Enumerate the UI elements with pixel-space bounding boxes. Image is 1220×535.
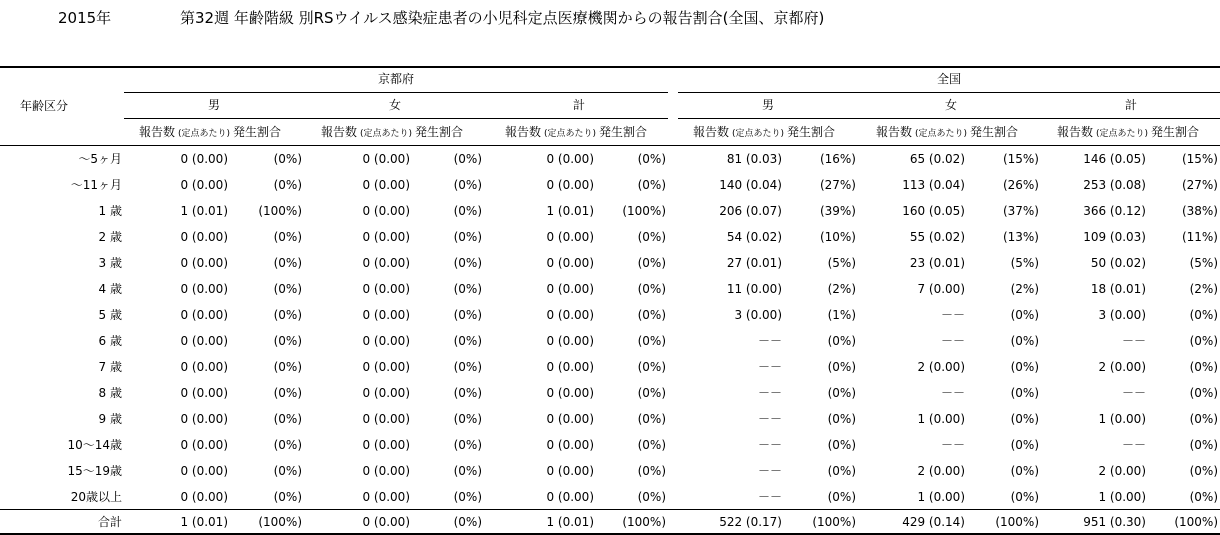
report-count: 55 (0.02) [909, 230, 965, 244]
total-rate: (100%) [622, 515, 666, 529]
occurrence-rate: (38%) [1181, 204, 1218, 218]
report-count: －－ [1121, 334, 1146, 348]
report-count: 0 (0.00) [546, 178, 594, 192]
occurrence-rate: (0%) [637, 230, 666, 244]
occurrence-rate: (0%) [637, 308, 666, 322]
report-count: 0 (0.00) [362, 308, 410, 322]
report-count: 146 (0.05) [1083, 152, 1146, 166]
occurrence-rate: (0%) [1189, 386, 1218, 400]
occurrence-rate: (0%) [1189, 308, 1218, 322]
occurrence-rate: (0%) [273, 386, 302, 400]
age-label: 6 歳 [98, 334, 122, 348]
occurrence-rate: (0%) [1010, 412, 1039, 426]
report-count: 0 (0.00) [546, 386, 594, 400]
occurrence-rate: (0%) [453, 412, 482, 426]
report-count: 0 (0.00) [362, 412, 410, 426]
col-rate-label: 発生割合 [787, 125, 836, 139]
col-rate-label: 発生割合 [1151, 125, 1200, 139]
occurrence-rate: (0%) [827, 490, 856, 504]
occurrence-rate: (0%) [453, 230, 482, 244]
total-rate: (100%) [812, 515, 856, 529]
age-label: 3 歳 [98, 256, 122, 270]
report-count: 0 (0.00) [362, 490, 410, 504]
occurrence-rate: (0%) [453, 490, 482, 504]
occurrence-rate: (0%) [453, 360, 482, 374]
total-label: 合計 [97, 515, 122, 529]
occurrence-rate: (0%) [453, 308, 482, 322]
column-header-group [321, 125, 463, 141]
report-count: 0 (0.00) [362, 334, 410, 348]
occurrence-rate: (0%) [1010, 334, 1039, 348]
occurrence-rate: (0%) [637, 438, 666, 452]
occurrence-rate: (0%) [273, 412, 302, 426]
report-count: 0 (0.00) [546, 230, 594, 244]
col-per-site-label: (定点あたり) [178, 129, 231, 139]
colhdr-underline [1042, 145, 1220, 146]
region-rule-national [678, 92, 1220, 93]
occurrence-rate: (0%) [1189, 490, 1218, 504]
occurrence-rate: (0%) [827, 438, 856, 452]
report-count: 18 (0.01) [1090, 282, 1146, 296]
report-count: 2 (0.00) [1098, 360, 1146, 374]
report-count: 1 (0.00) [1098, 412, 1146, 426]
occurrence-rate: (27%) [819, 178, 856, 192]
occurrence-rate: (0%) [1189, 360, 1218, 374]
total-count: 1 (0.01) [546, 515, 594, 529]
age-label: 7 歳 [98, 360, 122, 374]
occurrence-rate: (0%) [273, 464, 302, 478]
col-rate-label: 発生割合 [415, 125, 464, 139]
occurrence-rate: (0%) [1010, 490, 1039, 504]
report-count: －－ [1121, 386, 1146, 400]
report-count: －－ [757, 490, 782, 504]
total-count: 1 (0.01) [180, 515, 228, 529]
occurrence-rate: (0%) [273, 282, 302, 296]
occurrence-rate: (0%) [453, 256, 482, 270]
occurrence-rate: (11%) [1181, 230, 1218, 244]
region-header: 全国 [936, 72, 961, 86]
occurrence-rate: (5%) [1189, 256, 1218, 270]
region-rule-kyoto [124, 92, 668, 93]
region-header: 京都府 [377, 72, 414, 86]
column-header-group [1057, 125, 1199, 141]
occurrence-rate: (0%) [273, 360, 302, 374]
occurrence-rate: (0%) [827, 464, 856, 478]
total-count: 951 (0.30) [1083, 515, 1146, 529]
report-count: 0 (0.00) [180, 178, 228, 192]
sex-rule-national [678, 118, 1220, 119]
report-count: 0 (0.00) [362, 152, 410, 166]
report-count: 27 (0.01) [726, 256, 782, 270]
report-count: 0 (0.00) [180, 490, 228, 504]
report-count: 2 (0.00) [1098, 464, 1146, 478]
report-count: －－ [940, 438, 965, 452]
age-label: 5 歳 [98, 308, 122, 322]
column-header-group [876, 125, 1018, 141]
occurrence-rate: (0%) [637, 360, 666, 374]
occurrence-rate: (0%) [827, 386, 856, 400]
report-count: 0 (0.00) [180, 282, 228, 296]
report-count: 0 (0.00) [546, 256, 594, 270]
occurrence-rate: (5%) [827, 256, 856, 270]
report-count: 0 (0.00) [180, 360, 228, 374]
report-count: 0 (0.00) [180, 152, 228, 166]
occurrence-rate: (5%) [1010, 256, 1039, 270]
report-count: 50 (0.02) [1090, 256, 1146, 270]
column-header-group [505, 125, 647, 141]
occurrence-rate: (0%) [827, 412, 856, 426]
report-count: 0 (0.00) [180, 230, 228, 244]
occurrence-rate: (0%) [453, 334, 482, 348]
occurrence-rate: (27%) [1181, 178, 1218, 192]
report-count: 0 (0.00) [180, 308, 228, 322]
occurrence-rate: (0%) [637, 282, 666, 296]
occurrence-rate: (0%) [637, 152, 666, 166]
occurrence-rate: (0%) [1189, 412, 1218, 426]
col-per-site-label: (定点あたり) [732, 129, 785, 139]
sex-header: 男 [207, 98, 220, 112]
report-title: 第32週 年齢階級 別RSウイルス感染症患者の小児科定点医療機関からの報告割合(全国、京都府) [180, 9, 825, 27]
occurrence-rate: (2%) [1010, 282, 1039, 296]
occurrence-rate: (0%) [1010, 308, 1039, 322]
col-rate-label: 発生割合 [599, 125, 648, 139]
occurrence-rate: (15%) [1002, 152, 1039, 166]
report-year: 2015年 [58, 9, 112, 27]
report-count: 1 (0.01) [546, 204, 594, 218]
col-report-label: 報告数 [139, 125, 176, 139]
sex-header: 女 [944, 98, 957, 112]
report-count: －－ [940, 386, 965, 400]
total-count: 0 (0.00) [362, 515, 410, 529]
report-count: 0 (0.00) [362, 360, 410, 374]
occurrence-rate: (37%) [1002, 204, 1039, 218]
occurrence-rate: (0%) [453, 204, 482, 218]
occurrence-rate: (0%) [1010, 464, 1039, 478]
report-count: 0 (0.00) [180, 438, 228, 452]
total-count: 522 (0.17) [719, 515, 782, 529]
occurrence-rate: (0%) [273, 308, 302, 322]
report-count: 1 (0.01) [180, 204, 228, 218]
report-count: 0 (0.00) [546, 282, 594, 296]
report-count: 81 (0.03) [726, 152, 782, 166]
occurrence-rate: (0%) [637, 412, 666, 426]
table-top-rule [0, 66, 1220, 68]
occurrence-rate: (13%) [1002, 230, 1039, 244]
occurrence-rate: (0%) [453, 386, 482, 400]
total-rate: (100%) [258, 515, 302, 529]
colhdr-underline [306, 145, 484, 146]
col-per-site-label: (定点あたり) [544, 129, 597, 139]
occurrence-rate: (0%) [1010, 360, 1039, 374]
colhdr-underline [678, 145, 858, 146]
occurrence-rate: (0%) [453, 282, 482, 296]
age-label: ～5ヶ月 [78, 152, 122, 166]
report-count: 0 (0.00) [546, 360, 594, 374]
report-count: 2 (0.00) [917, 464, 965, 478]
report-count: －－ [757, 412, 782, 426]
report-count: 0 (0.00) [546, 438, 594, 452]
occurrence-rate: (0%) [827, 360, 856, 374]
col-rate-label: 発生割合 [233, 125, 282, 139]
total-count: 429 (0.14) [902, 515, 965, 529]
occurrence-rate: (39%) [819, 204, 856, 218]
report-count: 0 (0.00) [362, 178, 410, 192]
occurrence-rate: (0%) [1189, 464, 1218, 478]
colhdr-underline [124, 145, 304, 146]
sex-header: 女 [388, 98, 401, 112]
column-header-group [693, 125, 835, 141]
report-count: －－ [757, 334, 782, 348]
report-count: 0 (0.00) [546, 490, 594, 504]
col-report-label: 報告数 [876, 125, 913, 139]
occurrence-rate: (0%) [637, 490, 666, 504]
age-label: 9 歳 [98, 412, 122, 426]
report-count: 0 (0.00) [546, 152, 594, 166]
col-report-label: 報告数 [321, 125, 358, 139]
sex-header: 計 [1124, 98, 1137, 112]
report-count: 1 (0.00) [917, 490, 965, 504]
report-count: 366 (0.12) [1083, 204, 1146, 218]
total-rate: (100%) [995, 515, 1039, 529]
report-count: 0 (0.00) [546, 334, 594, 348]
occurrence-rate: (0%) [637, 464, 666, 478]
report-count: －－ [757, 386, 782, 400]
report-count: 0 (0.00) [546, 308, 594, 322]
report-count: 0 (0.00) [362, 282, 410, 296]
col-rate-label: 発生割合 [970, 125, 1019, 139]
report-count: 206 (0.07) [719, 204, 782, 218]
sex-header: 計 [572, 98, 585, 112]
col-per-site-label: (定点あたり) [360, 129, 413, 139]
report-count: 23 (0.01) [909, 256, 965, 270]
report-count: －－ [940, 308, 965, 322]
age-label: 20歳以上 [70, 490, 122, 504]
report-count: 0 (0.00) [180, 386, 228, 400]
occurrence-rate: (0%) [273, 178, 302, 192]
age-label: 2 歳 [98, 230, 122, 244]
age-label: 8 歳 [98, 386, 122, 400]
report-count: 0 (0.00) [362, 464, 410, 478]
occurrence-rate: (2%) [1189, 282, 1218, 296]
occurrence-rate: (0%) [637, 334, 666, 348]
occurrence-rate: (15%) [1181, 152, 1218, 166]
col-report-label: 報告数 [1057, 125, 1094, 139]
report-count: 3 (0.00) [734, 308, 782, 322]
report-count: 0 (0.00) [180, 256, 228, 270]
col-report-label: 報告数 [505, 125, 542, 139]
report-count: －－ [757, 360, 782, 374]
occurrence-rate: (0%) [453, 464, 482, 478]
report-count: 160 (0.05) [902, 204, 965, 218]
occurrence-rate: (10%) [819, 230, 856, 244]
age-column-header: 年齢区分 [20, 99, 69, 113]
occurrence-rate: (2%) [827, 282, 856, 296]
occurrence-rate: (100%) [258, 204, 302, 218]
age-label: 4 歳 [98, 282, 122, 296]
report-count: 11 (0.00) [726, 282, 782, 296]
age-label: 15～19歳 [67, 464, 122, 478]
sex-header: 男 [761, 98, 774, 112]
age-label: 1 歳 [98, 204, 122, 218]
report-count: －－ [940, 334, 965, 348]
occurrence-rate: (0%) [273, 438, 302, 452]
occurrence-rate: (0%) [453, 152, 482, 166]
occurrence-rate: (1%) [827, 308, 856, 322]
colhdr-underline [861, 145, 1041, 146]
report-count: 0 (0.00) [362, 230, 410, 244]
report-count: 0 (0.00) [180, 334, 228, 348]
report-count: 0 (0.00) [180, 412, 228, 426]
occurrence-rate: (0%) [1010, 386, 1039, 400]
report-count: 0 (0.00) [546, 464, 594, 478]
report-count: 2 (0.00) [917, 360, 965, 374]
report-count: 65 (0.02) [909, 152, 965, 166]
age-label: ～11ヶ月 [70, 178, 122, 192]
report-count: 54 (0.02) [726, 230, 782, 244]
occurrence-rate: (0%) [637, 256, 666, 270]
report-count: －－ [1121, 438, 1146, 452]
colhdr-underline [490, 145, 668, 146]
occurrence-rate: (0%) [1010, 438, 1039, 452]
report-count: 3 (0.00) [1098, 308, 1146, 322]
report-count: －－ [757, 464, 782, 478]
occurrence-rate: (0%) [1189, 438, 1218, 452]
sex-rule-kyoto [124, 118, 668, 119]
column-header-group [139, 125, 281, 141]
age-label: 10～14歳 [67, 438, 122, 452]
report-count: 0 (0.00) [180, 464, 228, 478]
occurrence-rate: (100%) [622, 204, 666, 218]
occurrence-rate: (0%) [827, 334, 856, 348]
report-count: －－ [757, 438, 782, 452]
report-count: 1 (0.00) [1098, 490, 1146, 504]
col-per-site-label: (定点あたり) [1096, 129, 1149, 139]
occurrence-rate: (0%) [453, 438, 482, 452]
total-top-rule [0, 509, 1220, 510]
report-count: 0 (0.00) [362, 256, 410, 270]
occurrence-rate: (0%) [273, 230, 302, 244]
col-per-site-label: (定点あたり) [915, 129, 968, 139]
report-count: 0 (0.00) [362, 204, 410, 218]
report-count: 7 (0.00) [917, 282, 965, 296]
report-count: 140 (0.04) [719, 178, 782, 192]
total-rate: (100%) [1174, 515, 1218, 529]
report-count: 0 (0.00) [362, 438, 410, 452]
report-count: 0 (0.00) [362, 386, 410, 400]
occurrence-rate: (16%) [819, 152, 856, 166]
report-count: 113 (0.04) [902, 178, 965, 192]
occurrence-rate: (0%) [273, 334, 302, 348]
report-count: 253 (0.08) [1083, 178, 1146, 192]
occurrence-rate: (0%) [273, 256, 302, 270]
occurrence-rate: (26%) [1002, 178, 1039, 192]
occurrence-rate: (0%) [637, 386, 666, 400]
total-rate: (0%) [453, 515, 482, 529]
report-count: 0 (0.00) [546, 412, 594, 426]
report-count: 1 (0.00) [917, 412, 965, 426]
report-count: 109 (0.03) [1083, 230, 1146, 244]
occurrence-rate: (0%) [1189, 334, 1218, 348]
occurrence-rate: (0%) [273, 152, 302, 166]
occurrence-rate: (0%) [273, 490, 302, 504]
col-report-label: 報告数 [693, 125, 730, 139]
occurrence-rate: (0%) [453, 178, 482, 192]
occurrence-rate: (0%) [637, 178, 666, 192]
